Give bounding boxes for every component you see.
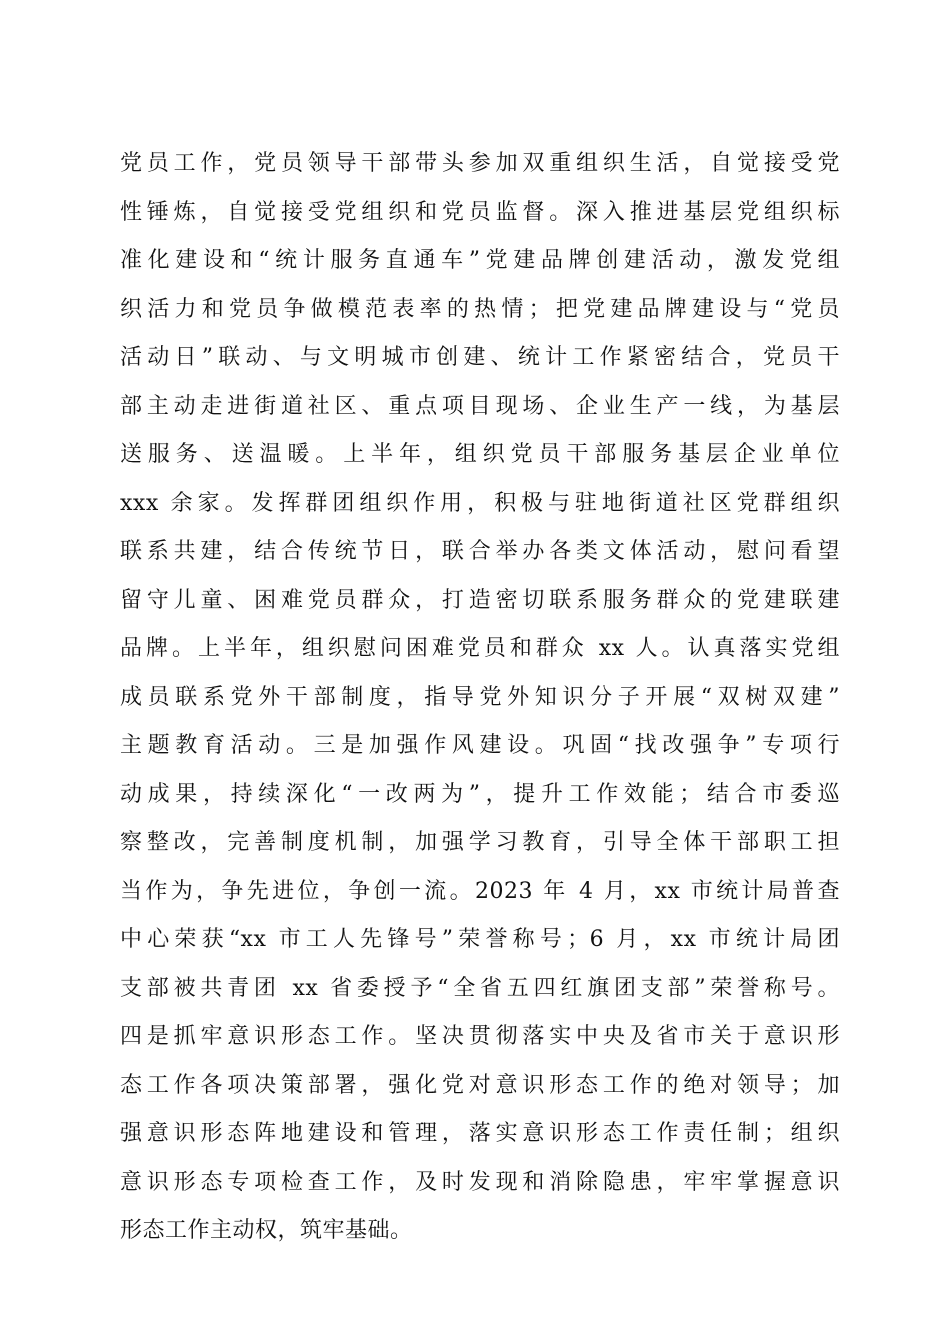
text-line: 意识形态专项检查工作，及时发现和消除隐患，牢牢掌握意识 bbox=[120, 1169, 840, 1195]
text-line: xxx 余家。发挥群团组织作用，积极与驻地街道社区党群组织 bbox=[120, 490, 840, 516]
body-paragraph bbox=[120, 140, 840, 1256]
text-line: 态工作各项决策部署，强化党对意识形态工作的绝对领导；加 bbox=[120, 1072, 840, 1098]
text-line: 品牌。上半年，组织慰问困难党员和群众 xx 人。认真落实党组 bbox=[120, 636, 840, 661]
text-line: 成员联系党外干部制度，指导党外知识分子开展“双树双建” bbox=[120, 684, 840, 710]
text-line: 党员工作，党员领导干部带头参加双重组织生活，自觉接受党 bbox=[120, 151, 840, 176]
text-line: 中心荣获“xx 市工人先锋号”荣誉称号；6 月，xx 市统计局团 bbox=[120, 927, 840, 952]
text-line: 联系共建，结合传统节日，联合举办各类文体活动，慰问看望 bbox=[120, 539, 840, 564]
text-line: 活动日”联动、与文明城市创建、统计工作紧密结合，党员干 bbox=[120, 345, 840, 370]
text-line: 动成果，持续深化“一改两为”，提升工作效能；结合市委巡 bbox=[120, 781, 840, 807]
text-line: 当作为，争先进位，争创一流。2023 年 4 月，xx 市统计局普查 bbox=[120, 878, 840, 904]
text-line: 主题教育活动。三是加强作风建设。巩固“找改强争”专项行 bbox=[120, 733, 840, 758]
text-line: 送服务、送温暖。上半年，组织党员干部服务基层企业单位 bbox=[120, 442, 840, 467]
text-line: 支部被共青团 xx 省委授予“全省五四红旗团支部”荣誉称号。 bbox=[120, 975, 840, 1001]
text-line: 织活力和党员争做模范表率的热情；把党建品牌建设与“党员 bbox=[120, 296, 840, 322]
text-line: 四是抓牢意识形态工作。坚决贯彻落实中央及省市关于意识形 bbox=[120, 1024, 840, 1049]
text-line: 形态工作主动权，筑牢基础。 bbox=[120, 1218, 413, 1243]
text-line: 性锤炼，自觉接受党组织和党员监督。深入推进基层党组织标 bbox=[120, 199, 840, 225]
text-line: 察整改，完善制度机制，加强学习教育，引导全体干部职工担 bbox=[120, 830, 840, 855]
text-line: 强意识形态阵地建设和管理，落实意识形态工作责任制；组织 bbox=[120, 1121, 840, 1146]
text-line: 准化建设和“统计服务直通车”党建品牌创建活动，激发党组 bbox=[120, 248, 840, 273]
text-line: 部主动走进街道社区、重点项目现场、企业生产一线，为基层 bbox=[120, 393, 840, 419]
text-line: 留守儿童、困难党员群众，打造密切联系服务群众的党建联建 bbox=[120, 587, 840, 613]
